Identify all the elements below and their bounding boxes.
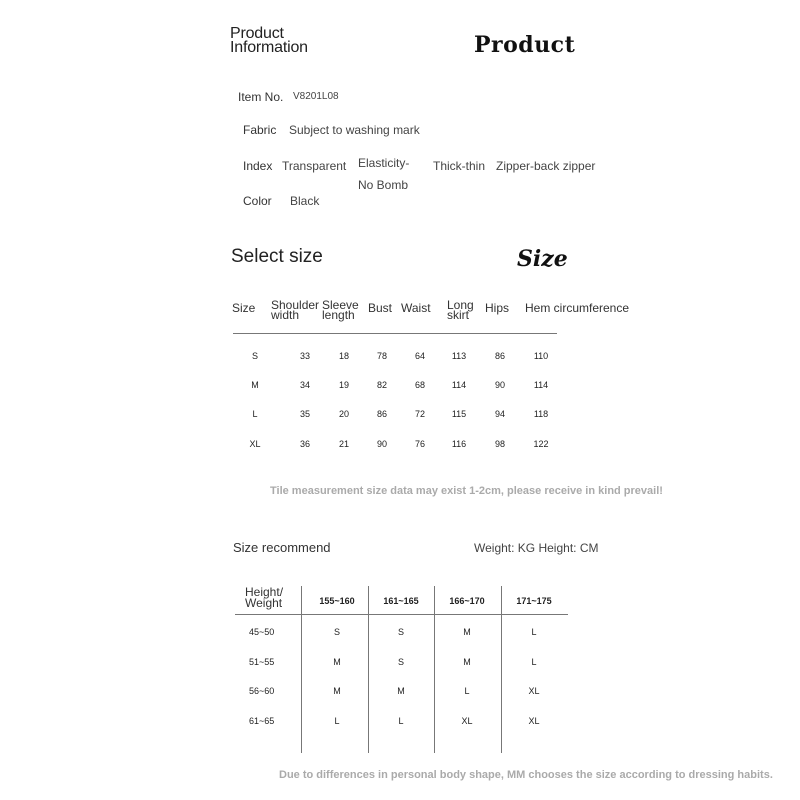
height-column-header: 155~160 xyxy=(319,596,355,606)
size-table-cell: 122 xyxy=(533,439,549,449)
recommended-size-cell: M xyxy=(463,627,471,637)
recommended-size-cell: M xyxy=(463,657,471,667)
recommend-vline-2 xyxy=(368,586,369,753)
size-table-cell: 90 xyxy=(376,439,387,449)
size-row-label: L xyxy=(252,409,258,419)
recommended-size-cell: XL xyxy=(528,716,540,726)
recommended-size-cell: L xyxy=(464,686,470,696)
color-label: Color xyxy=(243,194,272,208)
size-table-cell: 21 xyxy=(338,439,349,449)
index-value-zipper: Zipper-back zipper xyxy=(496,159,596,173)
color-value: Black xyxy=(290,194,320,208)
header-line-1: Long xyxy=(447,298,474,312)
recommended-size-cell: M xyxy=(333,686,341,696)
heading-line-2: Information xyxy=(230,39,308,56)
header-line-1: Hem circumference xyxy=(525,301,630,315)
size-table-cell: 115 xyxy=(451,409,467,419)
recommended-size-cell: L xyxy=(531,627,537,637)
weight-row-label: 51~55 xyxy=(249,657,275,667)
fabric-value: Subject to washing mark xyxy=(289,123,420,137)
size-table-cell: 20 xyxy=(338,409,349,419)
size-column-header xyxy=(485,303,509,313)
size-table-cell: 98 xyxy=(494,439,505,449)
index-value-no-bomb: No Bomb xyxy=(358,178,409,192)
size-table-cell: 19 xyxy=(338,380,349,390)
size-table-cell: 110 xyxy=(533,351,549,361)
size-table-cell: 114 xyxy=(451,380,467,390)
header-line-2: skirt xyxy=(447,308,469,322)
recommended-size-cell: L xyxy=(531,657,537,667)
size-table-cell: 35 xyxy=(299,409,310,419)
weight-row-label: 45~50 xyxy=(249,627,275,637)
size-table-cell: 18 xyxy=(338,351,349,361)
header-line-2: width xyxy=(271,308,300,322)
size-table-cell: 116 xyxy=(451,439,467,449)
size-recommend-units: Weight: KG Height: CM xyxy=(474,541,599,555)
corner-line-2: Weight xyxy=(245,596,283,610)
header-line-1: Hips xyxy=(485,301,510,315)
size-table-cell: 86 xyxy=(376,409,387,419)
size-table-cell: 114 xyxy=(533,380,549,390)
recommended-size-cell: XL xyxy=(528,686,540,696)
recommended-size-cell: M xyxy=(333,657,341,667)
recommended-size-cell: S xyxy=(333,627,340,637)
size-table-cell: 82 xyxy=(376,380,387,390)
recommended-size-cell: M xyxy=(397,686,405,696)
recommended-size-cell: L xyxy=(334,716,340,726)
corner-line-1: Height/ xyxy=(245,585,284,599)
size-column-header xyxy=(525,303,629,313)
size-row-label: XL xyxy=(249,439,261,449)
height-column-header: 171~175 xyxy=(516,596,552,606)
product-script-title: Product xyxy=(474,32,576,58)
size-recommend-title: Size recommend xyxy=(233,540,331,555)
size-table-cell: 64 xyxy=(414,351,425,361)
size-row-label: S xyxy=(251,351,258,361)
size-column-header xyxy=(447,300,474,320)
header-line-2: length xyxy=(322,308,355,322)
heading-line-1: Product xyxy=(230,25,284,42)
size-table-cell: 76 xyxy=(414,439,425,449)
size-row-label: M xyxy=(251,380,259,390)
recommend-vline-1 xyxy=(301,586,302,753)
recommend-vline-3 xyxy=(434,586,435,753)
size-column-header xyxy=(368,303,392,313)
item-no-label: Item No. xyxy=(238,90,284,104)
size-table-cell: 78 xyxy=(376,351,387,361)
select-size-title: Select size xyxy=(231,246,323,267)
height-column-header: 161~165 xyxy=(383,596,419,606)
recommended-size-cell: S xyxy=(397,657,404,667)
weight-row-label: 61~65 xyxy=(249,716,275,726)
header-line-1: Shoulder xyxy=(271,298,320,312)
header-line-1: Sleeve xyxy=(322,298,359,312)
size-column-header xyxy=(232,303,255,313)
header-line-1: Waist xyxy=(401,301,431,315)
size-table-divider xyxy=(233,333,557,334)
size-column-header xyxy=(401,303,431,313)
recommended-size-cell: XL xyxy=(461,716,473,726)
header-line-1: Bust xyxy=(368,301,393,315)
item-no-value: V8201L08 xyxy=(293,91,339,102)
fabric-label: Fabric xyxy=(243,123,277,137)
recommended-size-cell: S xyxy=(397,627,404,637)
size-choice-note: Due to differences in personal body shape, MM chooses the size according to dressing habits. xyxy=(279,769,773,781)
index-label: Index xyxy=(243,159,273,173)
recommend-vline-4 xyxy=(501,586,502,753)
size-table-cell: 68 xyxy=(414,380,425,390)
size-table-cell: 72 xyxy=(414,409,425,419)
size-table-cell: 36 xyxy=(299,439,310,449)
size-column-header xyxy=(322,300,359,320)
recommend-corner-header xyxy=(245,587,283,609)
index-value-elasticity: Elasticity- xyxy=(358,156,410,170)
index-value-thick-thin: Thick-thin xyxy=(433,159,486,173)
size-table-cell: 118 xyxy=(533,409,549,419)
weight-row-label: 56~60 xyxy=(249,686,275,696)
size-table-cell: 90 xyxy=(494,380,505,390)
size-column-header xyxy=(271,300,319,320)
measurement-note: Tile measurement size data may exist 1-2cm, please receive in kind prevail! xyxy=(270,485,663,497)
size-table-cell: 34 xyxy=(299,380,310,390)
size-table-cell: 86 xyxy=(494,351,505,361)
product-information-heading xyxy=(230,27,308,55)
header-line-1: Size xyxy=(232,301,256,315)
size-table-cell: 113 xyxy=(451,351,467,361)
size-script-title: Size xyxy=(517,246,568,272)
recommended-size-cell: L xyxy=(398,716,404,726)
size-table-cell: 94 xyxy=(494,409,505,419)
size-table-cell: 33 xyxy=(299,351,310,361)
height-column-header: 166~170 xyxy=(449,596,485,606)
recommend-header-divider xyxy=(235,614,568,615)
index-value-transparent: Transparent xyxy=(282,159,347,173)
